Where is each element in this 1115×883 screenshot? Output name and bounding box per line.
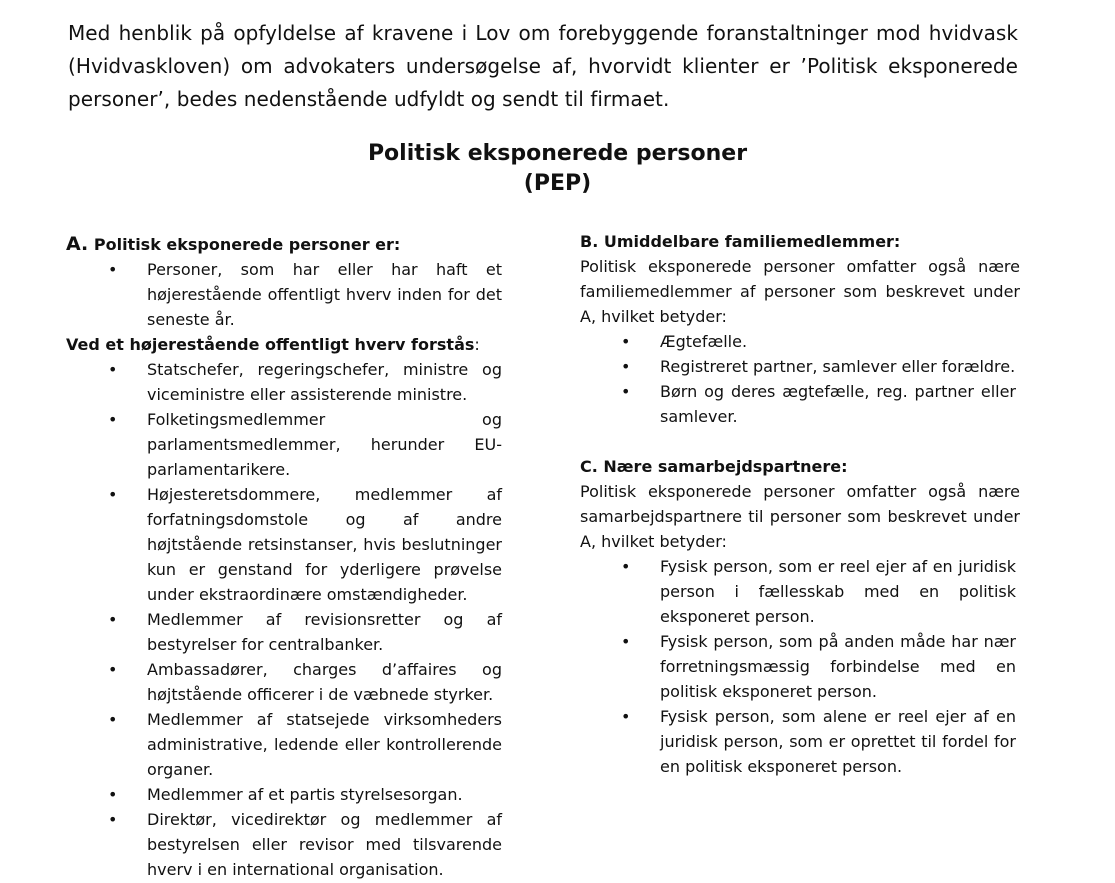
intro-paragraph: Med henblik på opfyldelse af kravene i Lov om forebyggende foranstaltninger mod hvidvask (Hvidvaskloven) om advokaters undersøgelse af, hvorvidt klienter er ’Politisk eksponerede personer’, bedes nedenstående udfyldt og sendt til firmaet. [68,21,1018,111]
spacer [580,429,1020,454]
list-item: • Fysisk person, som alene er reel ejer af en juridisk person, som er oprettet til fordel for en politisk eksponeret person. [580,704,1016,779]
list-item: • Personer, som har eller har haft et højerestående offentligt hverv inden for det seneste år. [66,257,502,332]
section-b-paragraph: Politisk eksponerede personer omfatter også nære familiemedlemmer af personer som beskrevet under A, hvilket betyder: [580,257,1020,326]
list-item: • Ambassadører, charges d’affaires og højtstående officerer i de væbnede styrker. [66,657,502,707]
right-column [580,229,1020,779]
list-item: • Folketingsmedlemmer og parlamentsmedlemmer, herunder EU-parlamentarikere. [66,407,502,482]
list-item: • Børn og deres ægtefælle, reg. partner eller samlever. [580,379,1016,429]
section-a-sub-list [66,357,506,882]
section-c-paragraph: Politisk eksponerede personer omfatter også nære samarbejdspartnere til personer som beskrevet under A, hvilket betyder: [580,482,1020,551]
section-a-letter: A. [66,233,89,255]
bullet: • [621,357,631,376]
bullet: • [621,382,631,401]
bullet: • [108,360,118,379]
list-item: • Højesteretsdommere, medlemmer af forfatningsdomstole og af andre højtstående retsinstanser, hvis beslutninger kun er genstand for yderligere prøvelse under ekstraordinære omstændigheder. [66,482,502,607]
list-item: • Ægtefælle. [580,329,1016,354]
list-item: • Registreret partner, samlever eller forældre. [580,354,1016,379]
bullet: • [108,260,118,279]
section-a-list [66,257,506,332]
bullet: • [621,332,631,351]
bullet: • [621,707,631,726]
bullet: • [621,557,631,576]
list-item: • Medlemmer af et partis styrelsesorgan. [66,782,502,807]
section-b-list [580,329,1020,429]
section-a-heading [66,232,506,257]
bullet: • [621,632,631,651]
list-item: • Fysisk person, som er reel ejer af en juridisk person i fællesskab med en politisk eksponeret person. [580,554,1016,629]
section-c-list [580,554,1020,779]
left-column [66,232,506,882]
list-item: • Statschefer, regeringschefer, ministre og viceministre eller assisterende ministre. [66,357,502,407]
list-item: • Medlemmer af revisionsretter og af bestyrelser for centralbanker. [66,607,502,657]
document-title: Politisk eksponerede personer [367,141,748,166]
list-item: • Direktør, vicedirektør og medlemmer af bestyrelsen eller revisor med tilsvarende hverv i en international organisation. [66,807,502,882]
bullet: • [108,810,118,829]
section-a-heading-text: Politisk eksponerede personer er: [93,235,401,254]
section-a-subheading: Ved et højerestående offentligt hverv forstås: [66,335,480,354]
bullet: • [108,660,118,679]
list-item: • Medlemmer af statsejede virksomheders administrative, ledende eller kontrollerende organer. [66,707,502,782]
bullet: • [108,485,118,504]
list-item: • Fysisk person, som på anden måde har nær forretningsmæssig forbindelse med en politisk eksponeret person. [580,629,1016,704]
document-subtitle: (PEP) [523,171,592,196]
bullet: • [108,710,118,729]
section-b-heading: B. Umiddelbare familiemedlemmer: [580,232,901,251]
bullet: • [108,785,118,804]
section-c-heading: C. Nære samarbejdspartnere: [580,457,848,476]
bullet: • [108,610,118,629]
bullet: • [108,410,118,429]
